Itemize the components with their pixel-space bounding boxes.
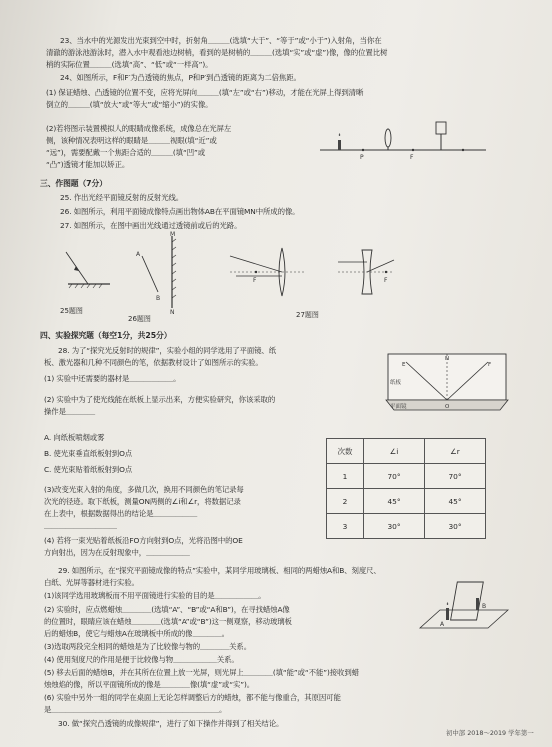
fig26-label-n: N bbox=[170, 309, 175, 316]
q24-1-line1: (1) 保证蜡烛、凸透镜的位置不变，应将光屏向＿＿＿(填“左”或“右”)移动，才能在光屏上得到清晰 bbox=[46, 88, 364, 97]
q28-line2: 板、激光器和几种不同颜色的笔，依据教材设计了如图所示的实验。 bbox=[44, 358, 263, 367]
fig26-label-m: M bbox=[170, 231, 176, 238]
q29-2-line3: 后的蜡烛B，使它与蜡烛A在玻璃板中所成的像＿＿＿＿。 bbox=[44, 629, 229, 638]
q28-2-line1: (2) 实验中为了使光线能在纸板上显示出来，方便实验研究，你该采取的 bbox=[44, 395, 276, 404]
fig28-reflection-setup bbox=[386, 352, 508, 414]
q24-stem: 24、如图所示，F和F′为凸透镜的焦点，P和P′到凸透镜的距离为二倍焦距。 bbox=[60, 73, 301, 82]
q28-option-a: A. 向纸板喷烟或雾 bbox=[44, 433, 105, 442]
q28-2-line2: 操作是＿＿＿＿ bbox=[44, 407, 96, 416]
fig24-optical-bench bbox=[318, 120, 488, 160]
q24-1-line2: 倒立的＿＿＿(填“放大”或“等大”或“缩小”)的实像。 bbox=[46, 100, 213, 109]
q28-1: (1) 实验中还需要的器材是＿＿＿＿＿＿。 bbox=[44, 374, 181, 383]
fig28-label-board: 纸板 bbox=[390, 380, 402, 386]
q28-option-c: C. 使光束贴着纸板射到O点 bbox=[44, 465, 133, 474]
q24-2-line1: (2)若将图示装置模拟人的眼睛成像系统，成像总在光屏左 bbox=[46, 124, 232, 133]
table-cell: 2 bbox=[327, 489, 364, 514]
q29-2-line2: 的位置时，眼睛应该在蜡烛＿＿＿＿(选填“A”或“B”)这一侧观察，移动玻璃板 bbox=[44, 617, 292, 626]
fig25-mirror-diagram bbox=[60, 244, 120, 294]
table-header-cell: ∠i bbox=[364, 439, 425, 464]
fig25-caption: 25题图 bbox=[60, 307, 83, 315]
q28-4-line1: (4) 若将一束光贴着纸板沿FO方向射到O点，光将沿图中的OE bbox=[44, 536, 243, 545]
fig28-label-mirror: 平面镜 bbox=[390, 404, 407, 410]
fig29-label-b: B bbox=[482, 603, 487, 610]
table-cell: 3 bbox=[327, 514, 364, 539]
fig29-mirror-setup bbox=[416, 578, 512, 640]
fig28-label-f: F bbox=[488, 362, 492, 368]
q29-4: (4) 使用刻度尺的作用是便于比较像与物＿＿＿＿＿＿关系。 bbox=[44, 655, 239, 664]
q28-data-table bbox=[326, 438, 486, 539]
table-header-cell: 次数 bbox=[327, 439, 364, 464]
fig27-caption: 27题图 bbox=[296, 311, 319, 319]
fig28-label-n: N bbox=[445, 356, 450, 362]
q29-5-line1: (5) 移去后面的蜡烛B，并在其所在位置上放一光屏，则光屏上＿＿＿＿(填“能”或“不能”)接收到蜡 bbox=[44, 668, 359, 677]
table-header-cell: ∠r bbox=[425, 439, 486, 464]
q28-4-line2: 方向射出，因为在反射现象中，＿＿＿＿＿＿ bbox=[44, 548, 190, 557]
q29-5-line2: 烛烛焰的像，所以平面镜所成的像是＿＿＿＿像(填“虚”或“实”)。 bbox=[44, 680, 255, 689]
fig26-label-a: A bbox=[136, 251, 141, 258]
q29-3: (3)选取两段完全相同的蜡烛是为了比较像与物的＿＿＿＿关系。 bbox=[44, 642, 252, 651]
fig26-plane-mirror bbox=[130, 231, 190, 316]
q24-2-line4: “凸”)透镜才能加以矫正。 bbox=[46, 160, 130, 169]
q24-2-line3: “远”)，需要配戴一个焦距合适的＿＿＿(填“凹”或 bbox=[46, 148, 206, 157]
q28-3-line1: (3)改变光束入射的角度，多做几次，换用不同颜色的笔记录每 bbox=[44, 485, 244, 494]
fig28-label-e: E bbox=[402, 362, 406, 368]
q25: 25. 作出光经平面镜反射的反射光线。 bbox=[60, 193, 184, 202]
fig26-label-b: B bbox=[156, 295, 161, 302]
q23-line1: 23、当水中的光源发出光束到空中时，折射角＿＿＿(选填“大于”、“等于”或“小于”)入射角，当你在 bbox=[60, 36, 382, 45]
table-cell: 70° bbox=[425, 464, 486, 489]
page-footer: 初中部 2018～2019 学年第一 bbox=[446, 729, 534, 737]
table-row bbox=[327, 464, 486, 489]
table-cell: 30° bbox=[425, 514, 486, 539]
table-cell: 30° bbox=[364, 514, 425, 539]
section-4-title: 四、实验探究题（每空1分，共25分） bbox=[40, 331, 172, 340]
fig27-label-f1: F bbox=[253, 277, 257, 284]
q27: 27. 如图所示，在图中画出光线通过透镜前或后的光路。 bbox=[60, 221, 242, 230]
q29-line1: 29. 如图所示，在“探究平面镜成像的特点”实验中，某同学用玻璃板、相同的两蜡烛A和B、刻度尺、 bbox=[58, 566, 381, 575]
fig24-label-p: P bbox=[360, 154, 364, 161]
fig27-label-f2: F bbox=[384, 277, 388, 284]
fig28-label-o: O bbox=[445, 404, 450, 410]
fig29-label-a: A bbox=[440, 621, 445, 628]
q23-line2: 清澈的游泳池游泳时，潜入水中观看池边树梢，看到的是树梢的＿＿＿(选填“实”或“虚”)像，像的位置比树 bbox=[46, 48, 388, 57]
table-cell: 45° bbox=[364, 489, 425, 514]
q28-3-line3: 在上表中，根据数据得出的结论是＿＿＿＿＿＿ bbox=[44, 509, 198, 518]
table-header-row bbox=[327, 439, 486, 464]
q24-2-line2: 侧，该种情况表明这样的眼睛是＿＿＿视眼(填“近”或 bbox=[46, 136, 217, 145]
q23-line3: 梢的实际位置＿＿＿(选填“高”、“低”或“一样高”)。 bbox=[46, 60, 213, 69]
q29-1: (1)该同学选用玻璃板而不用平面镜进行实验的目的是＿＿＿＿＿＿。 bbox=[44, 591, 266, 600]
q28-3-line2: 次光的径迹。取下纸板，测量ON两侧的∠i和∠r，将数据记录 bbox=[44, 497, 241, 506]
table-row bbox=[327, 514, 486, 539]
q29-6-line2: 是＿＿＿＿＿＿＿＿＿＿＿＿＿＿＿＿＿＿＿＿＿＿＿。 bbox=[44, 705, 227, 714]
q26: 26. 如图所示，利用平面镜成像特点画出物体AB在平面镜MN中所成的像。 bbox=[60, 207, 300, 216]
fig24-label-f: F bbox=[410, 154, 414, 161]
q28-line1: 28. 为了“探究光反射时的规律”，实验小组的同学选用了平面镜、纸 bbox=[58, 346, 277, 355]
q29-2-line1: (2) 实验时，应点燃蜡烛＿＿＿＿(选填“A”、“B”或“A和B”)，在寻找蜡烛A像 bbox=[44, 605, 290, 614]
q28-3-line4: ＿＿＿＿＿＿＿＿＿＿ bbox=[44, 521, 117, 530]
table-cell: 45° bbox=[425, 489, 486, 514]
q30: 30. 做“探究凸透镜的成像规律”，进行了如下操作并得到了相关结论。 bbox=[58, 719, 284, 728]
table-row bbox=[327, 489, 486, 514]
table-cell: 1 bbox=[327, 464, 364, 489]
q29-line2: 白纸、光屏等器材进行实验。 bbox=[44, 578, 139, 587]
section-3-title: 三、作图题（7分） bbox=[40, 179, 107, 188]
fig26-caption: 26题图 bbox=[128, 315, 151, 323]
q29-6-line1: (6) 实验中另外一组的同学在桌面上无论怎样调整后方的蜡烛，都不能与像重合，其原因可能 bbox=[44, 693, 341, 702]
table-cell: 70° bbox=[364, 464, 425, 489]
q28-option-b: B. 使光束垂直纸板射到O点 bbox=[44, 449, 133, 458]
fig27-lens-diagram bbox=[226, 242, 396, 302]
